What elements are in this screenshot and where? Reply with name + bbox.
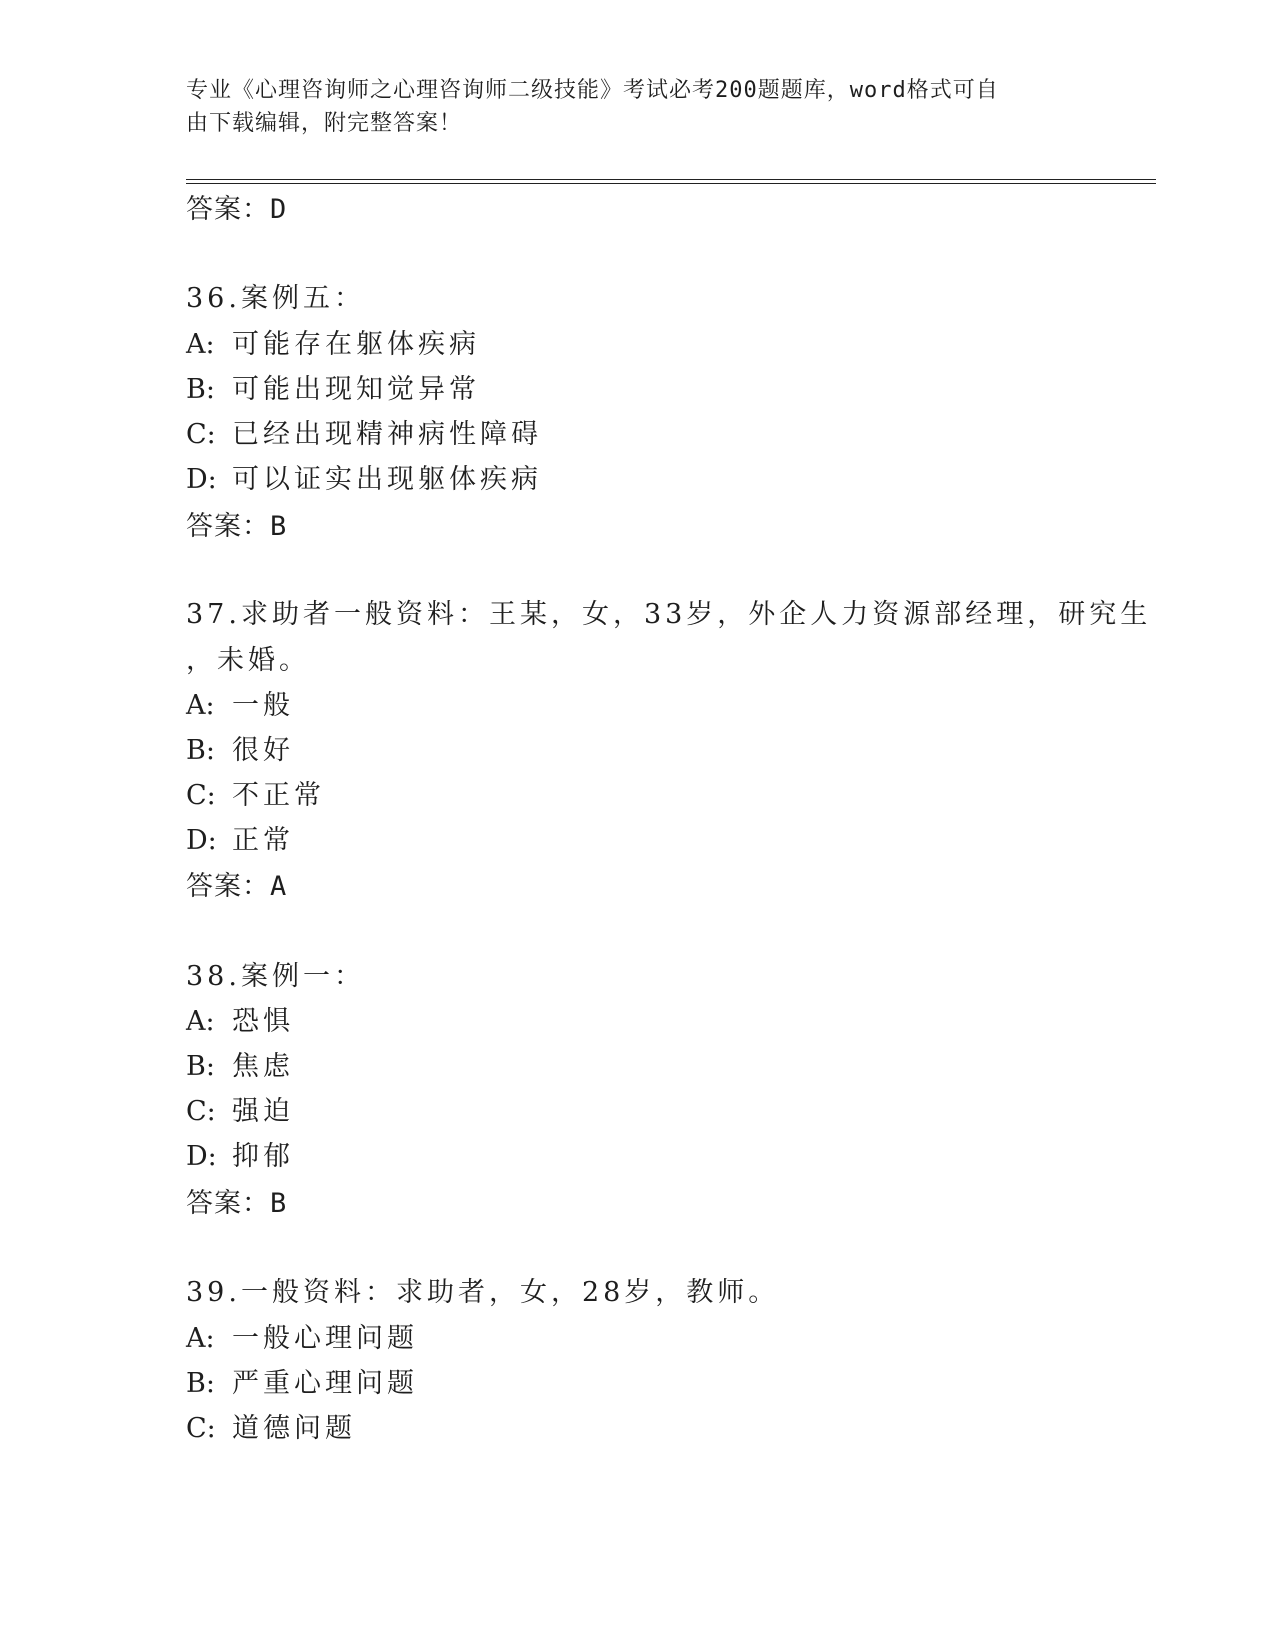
option-key: A: <box>186 329 215 360</box>
question-38-title: 38.案例一： <box>186 961 365 992</box>
question-39-title: 39.一般资料：求助者，女，28岁，教师。 <box>186 1277 780 1308</box>
option-key: A: <box>186 1323 215 1354</box>
question-36-title: 36.案例五： <box>186 283 365 314</box>
question-37-title-continued: ，未婚。 <box>186 645 310 676</box>
option-key: B: <box>186 374 215 405</box>
question-36-option-c <box>186 418 542 452</box>
option-text: 抑郁 <box>232 1141 294 1172</box>
option-text: 一般心理问题 <box>232 1323 418 1354</box>
question-38-option-a <box>186 1005 294 1039</box>
option-key: D: <box>186 464 217 495</box>
option-text: 可以证实出现躯体疾病 <box>232 464 542 495</box>
option-text: 焦虑 <box>232 1051 294 1082</box>
option-key: B: <box>186 1368 215 1399</box>
question-37-option-d <box>186 824 294 858</box>
option-text: 正常 <box>232 825 294 856</box>
header-line-1: 专业《心理咨询师之心理咨询师二级技能》考试必考200题题库，word格式可自 <box>186 78 999 103</box>
answer-38: 答案：B <box>186 1188 288 1219</box>
question-39-option-c <box>186 1412 356 1446</box>
option-text: 恐惧 <box>232 1006 294 1037</box>
document-header <box>186 74 1076 140</box>
option-text: 严重心理问题 <box>232 1368 418 1399</box>
question-38-option-c <box>186 1095 294 1129</box>
option-text: 很好 <box>232 735 294 766</box>
question-38-option-d <box>186 1140 294 1174</box>
option-key: D: <box>186 1141 217 1172</box>
option-text: 可能存在躯体疾病 <box>232 329 480 360</box>
option-key: A: <box>186 690 215 721</box>
option-text: 一般 <box>232 690 294 721</box>
answer-37: 答案：A <box>186 871 288 902</box>
question-36-option-b <box>186 373 480 407</box>
question-37-option-c <box>186 779 325 813</box>
option-key: A: <box>186 1006 215 1037</box>
question-36-option-a <box>186 328 480 362</box>
question-37-option-b <box>186 734 294 768</box>
option-key: C: <box>186 780 216 811</box>
option-key: B: <box>186 1051 215 1082</box>
question-39-option-b <box>186 1367 418 1401</box>
option-key: B: <box>186 735 215 766</box>
option-text: 不正常 <box>232 780 325 811</box>
answer-36: 答案：B <box>186 511 288 542</box>
header-divider-top <box>186 179 1156 180</box>
option-key: C: <box>186 419 216 450</box>
question-39-option-a <box>186 1322 418 1356</box>
question-36-option-d <box>186 463 542 497</box>
option-key: C: <box>186 1096 216 1127</box>
option-text: 可能出现知觉异常 <box>232 374 480 405</box>
option-key: D: <box>186 825 217 856</box>
option-text: 强迫 <box>232 1096 294 1127</box>
header-line-2: 由下载编辑，附完整答案！ <box>186 111 463 136</box>
question-37-title: 37.求助者一般资料：王某，女，33岁，外企人力资源部经理，研究生 <box>186 599 1152 630</box>
option-text: 已经出现精神病性障碍 <box>232 419 542 450</box>
question-38-option-b <box>186 1050 294 1084</box>
header-divider-bottom <box>186 183 1156 184</box>
option-key: C: <box>186 1413 216 1444</box>
answer-35: 答案：D <box>186 194 288 225</box>
question-37-option-a <box>186 689 294 723</box>
option-text: 道德问题 <box>232 1413 356 1444</box>
